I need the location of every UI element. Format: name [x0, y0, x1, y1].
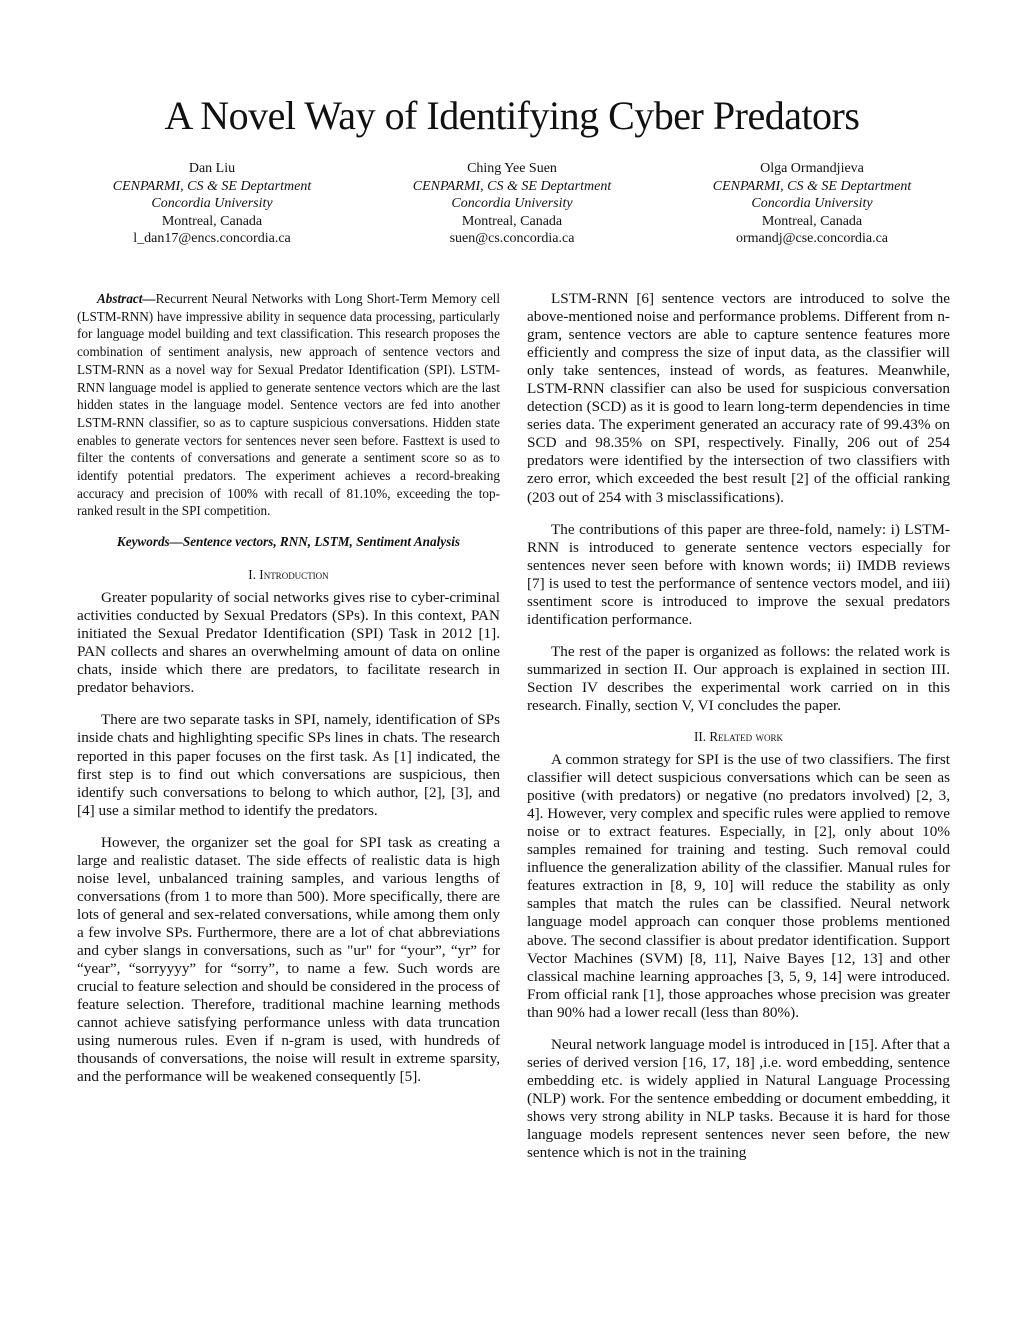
- section-heading-related-work: [527, 729, 950, 745]
- author-email: l_dan17@encs.concordia.ca: [133, 231, 291, 247]
- author-city: Montreal, Canada: [461, 213, 563, 229]
- paragraph: The contributions of this paper are three-fold, namely: i) LSTM-RNN is introduced to generate sentence vectors especially for sentences never seen before with known words; ii) IMDB reviews [7] is used to test the performance of sentence vectors model, and iii) ssentiment score is introduced to improve the sexual predators identification performance.: [527, 520, 950, 628]
- author-name: Olga Ormandjieva: [760, 161, 864, 176]
- abstract-lead: Abstract—: [97, 291, 156, 306]
- author-3: [662, 160, 962, 248]
- section-number: II.: [694, 729, 707, 745]
- paragraph: There are two separate tasks in SPI, namely, identification of SPs inside chats and highlighting specific SPs lines in chats. The research reported in this paper focuses on the first task. As [1] indicated, the first step is to find out which conversations are suspicious, then identify such conversations to belong to which author, [2], [3], and [4] use a similar method to identify the predators.: [77, 711, 500, 819]
- keywords: Keywords—Sentence vectors, RNN, LSTM, Sentiment Analysis: [116, 534, 461, 550]
- right-column: [527, 290, 950, 1176]
- author-name: Dan Liu: [188, 161, 236, 176]
- paper-title: A Novel Way of Identifying Cyber Predators: [164, 93, 860, 138]
- author-name: Ching Yee Suen: [467, 161, 557, 176]
- paragraph: Neural network language model is introduced in [15]. After that a series of derived version [16, 17, 18] ,i.e. word embedding, sentence embedding etc. is widely applied in Natural Language Processing (NLP) work. For the sentence embedding or document embedding, it shows very strong ability in NLP tasks. Because it is hard for those language models represent sentences never seen before, the new sentence which is not in the training: [527, 1035, 950, 1162]
- abstract-text: Recurrent Neural Networks with Long Short-Term Memory cell (LSTM-RNN) have impressive ability in sequence data processing, particularly for language model building and text classification. This research proposes the combination of sentiment analysis, new approach of sentence vectors and LSTM-RNN as a novel way for Sexual Predator Identification (SPI). LSTM-RNN language model is applied to generate sentence vectors which are the last hidden states in the language model. Sentence vectors are fed into another LSTM-RNN classifier, so as to capture suspicious conversations. Hidden state enables to generate vectors for sentences never seen before. Fasttext is used to filter the contents of conversations and generate a sentiment score so as to identify potential predators. The experiment achieves a record-breaking accuracy and precision of 100% with recall of 81.10%, exceeding the top-ranked result in the SPI competition.: [77, 291, 500, 519]
- author-city: Montreal, Canada: [761, 213, 863, 229]
- author-1: [62, 160, 362, 248]
- paragraph: Greater popularity of social networks gives rise to cyber-criminal activities conducted by Sexual Predators (SPs). In this context, PAN initiated the Sexual Predator Identification (SPI) Task in 2012 [1]. PAN collects and shares an overwhelming amount of data on online chats, inside which there are predators, to facilitate research in predator behaviors.: [77, 589, 500, 697]
- author-2: [362, 160, 662, 248]
- paragraph: The rest of the paper is organized as follows: the related work is summarized in section II. Our approach is explained in section III. Section IV describes the experimental work carried on in this research. Finally, section V, VI concludes the paper.: [527, 642, 950, 714]
- paragraph: LSTM-RNN [6] sentence vectors are introduced to solve the above-mentioned noise and performance problems. Different from n-gram, sentence vectors are able to capture sentence features more efficiently and compress the size of input data, as the classifier will only take sentences, instead of words, as features. Meanwhile, LSTM-RNN classifier can also be used for suspicious conversation detection (SCD) as it is good to learn long-term dependencies in time series data. The experiment generated an accuracy rate of 99.43% on SCD and 98.35% on SPI, respectively. Finally, 206 out of 254 predators were identified by the intersection of two classifiers with zero error, which exceeded the best result [2] of the official ranking (203 out of 254 with 3 misclassifications).: [527, 290, 950, 506]
- abstract: [77, 290, 500, 520]
- author-block: [62, 160, 962, 248]
- section-title: Introduction: [259, 567, 329, 583]
- author-email: ormandj@cse.concordia.ca: [735, 231, 889, 247]
- left-column: [77, 290, 500, 1100]
- section-number: I.: [248, 567, 256, 583]
- author-dept: CENPARMI, CS & SE Deptartment: [712, 178, 912, 194]
- section-heading-introduction: [77, 567, 500, 583]
- author-email: suen@cs.concordia.ca: [449, 231, 575, 247]
- author-univ: Concordia University: [451, 196, 573, 212]
- section-title: Related work: [709, 729, 783, 745]
- author-city: Montreal, Canada: [161, 213, 263, 229]
- paragraph: A common strategy for SPI is the use of two classifiers. The first classifier will detect suspicious conversations which can be seen as positive (with predators) or negative (no predators involved) [2, 3, 4]. However, very complex and specific rules were applied to remove noise or to extract features. Especially, in [2], only about 10% samples remained for training and testing. Such removal could influence the generalization ability of the classifier. Manual rules for features extraction in [8, 9, 10] will reduce the stability as only samples that match the rules can be classified. Neural network language model approach can conquer those problems mentioned above. The second classifier is about predator identification. Support Vector Machines (SVM) [8, 11], Naive Bayes [12, 13] and other classical machine learning approaches [3, 5, 9, 14] were introduced. From official rank [1], those approaches whose precision was greater than 90% had a lower recall (less than 80%).: [527, 751, 950, 1021]
- author-univ: Concordia University: [751, 196, 873, 212]
- author-dept: CENPARMI, CS & SE Deptartment: [112, 178, 312, 194]
- author-univ: Concordia University: [151, 196, 273, 212]
- paragraph: However, the organizer set the goal for SPI task as creating a large and realistic dataset. The side effects of realistic data is high noise level, unbalanced training samples, and various lengths of conversations (from 1 to more than 500). More specifically, there are lots of general and sex-related conversations, while among them only a few involve SPs. Furthermore, there are a lot of chat abbreviations and cyber slangs in conversations, such as "ur" for “your”, “yr” for “year”, “sorryyyy” for “sorry”, to name a few. Such words are crucial to feature selection and should be considered in the process of feature selection. Therefore, traditional machine learning methods cannot achieve satisfying performance unless with data truncation using numerous rules. Even if n-gram is used, with hundreds of thousands of conversations, the noise will result in extreme sparsity, and the performance will be weakened consequently [5].: [77, 833, 500, 1086]
- author-dept: CENPARMI, CS & SE Deptartment: [412, 178, 612, 194]
